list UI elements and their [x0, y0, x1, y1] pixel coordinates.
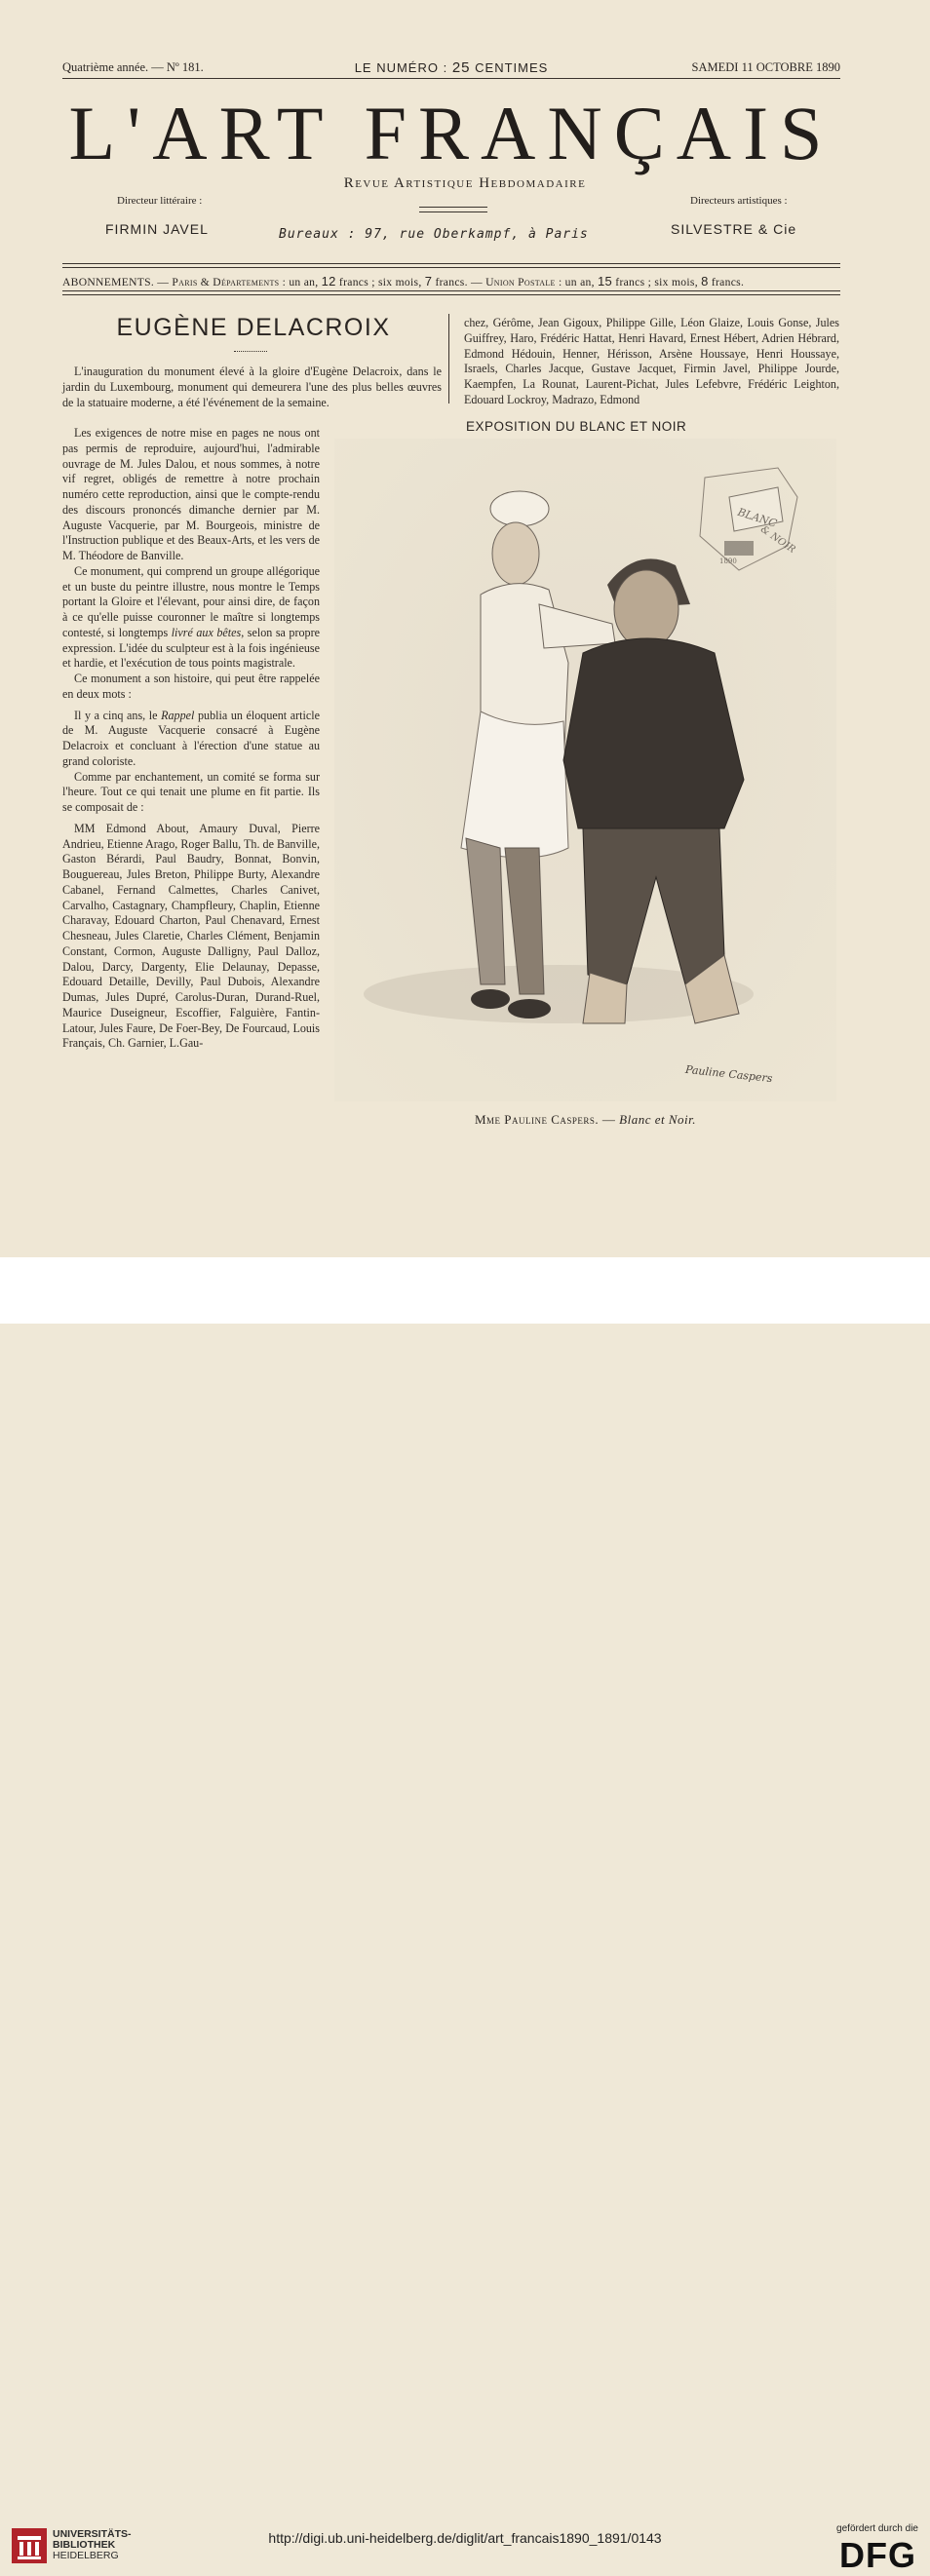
paragraph: L'inauguration du monument élevé à la gloire d'Eugène Delacroix, dans le jardin du Luxembourg, monument qui demeurera l'une des plus belles œuvres de la statuaire moderne, a été l'événement de la semaine.: [62, 365, 442, 409]
paragraph: Ce monument, qui comprend un groupe allégorique et un buste du peintre illustre, nous montre le Temps portant la Gloire et l'élevant, pour ainsi dire, de façon à ce qu'elle puisse couronner le maître si longtemps contesté, si longtemps livré aux bêtes, selon sa propre expression. L'idée du sculpteur est à la fois ingénieuse et hardie, et l'exécution de tous points magistrale.: [62, 563, 320, 671]
paragraph: Il y a cinq ans, le Rappel publia un éloquent article de M. Auguste Vacquerie consacré à Eugène Delacroix et concluant à l'érection d'une statue au grand coloriste.: [62, 708, 320, 768]
title-ornament: [234, 348, 267, 352]
paragraph: Les exigences de notre mise en pages ne nous ont pas permis de reproduire, aujourd'hui, l'admirable ouvrage de M. Jules Dalou, et nous sommes, à notre vif regret, obligés de remettre à notre prochain numéro cette reproduction, ainsi que le compte-rendu des discours prononcés dimanche dernier par M. Auguste Vacquerie, par M. Bourgeois, ministre de l'Instruction publique et des Beaux-Arts, et les vers de M. Théodore de Banville.: [62, 426, 320, 562]
svg-text:BLANC: BLANC: [736, 505, 779, 530]
issue-date: SAMEDI 11 OCTOBRE 1890: [691, 60, 840, 74]
price-suffix: CENTIMES: [475, 60, 549, 75]
svg-text:& NOIR: & NOIR: [758, 523, 797, 556]
dfg-logo: DFG: [839, 2535, 916, 2575]
article-title: EUGÈNE DELACROIX: [116, 314, 391, 341]
library-name: UNIVERSITÄTS- BIBLIOTHEK HEIDELBERG: [53, 2528, 132, 2561]
exposition-heading: EXPOSITION DU BLANC ET NOIR: [466, 419, 687, 434]
issue-header: [62, 60, 840, 76]
literary-director-label: Directeur littéraire :: [117, 195, 203, 207]
office-address: Bureaux : 97, rue Oberkampf, à Paris: [279, 227, 589, 242]
masthead-subtitle: Revue Artistique Hebdomadaire: [343, 175, 587, 191]
masthead-title: L'ART FRANÇAIS: [68, 91, 834, 175]
art-directors-name: SILVESTRE & Cie: [671, 221, 797, 237]
subscription-line: ABONNEMENTS. — Paris & Départements : un an, 12 francs ; six mois, 7 francs. — Union Postale : un an, 15 francs ; six mois, 8 francs.: [62, 274, 745, 288]
masthead-ornament: [419, 207, 487, 212]
svg-text:1890: 1890: [719, 557, 737, 565]
price-value: 25: [451, 59, 471, 76]
article-intro: [62, 365, 442, 410]
illustration-two-boys: [334, 439, 836, 1101]
subscription-rule-2: [62, 294, 840, 295]
paragraph: chez, Gérôme, Jean Gigoux, Philippe Gille, Léon Glaize, Louis Gonse, Jules Guiffrey, Haro, Frédéric Hattat, Henri Havard, Ernest Hébert, Adrien Hébrard, Edmond Hédouin, Henner, Hérisson, Arsène Houssaye, Henri Houssaye, Israels, Charles Jacque, Gustave Jacquet, Firmin Javel, Philippe Jourde, Kaempfen, La Rounat, Laurent-Pichat, Jules Lefebvre, Frédéric Leighton, Edouard Lockroy, Madrazo, Edmond: [464, 316, 839, 406]
issue-number: Quatrième année. — Nº 181.: [62, 60, 204, 74]
price-prefix: LE NUMÉRO :: [354, 60, 448, 75]
engraving-image: [334, 439, 836, 1101]
permalink-url[interactable]: http://digi.ub.uni-heidelberg.de/diglit/art_francais1890_1891/0143: [268, 2530, 662, 2546]
column-divider: [448, 314, 449, 404]
digitization-footer: [0, 1257, 930, 2575]
artist-signature: Pauline Caspers: [684, 1062, 774, 1086]
literary-director-name: FIRMIN JAVEL: [105, 221, 209, 237]
article-column: [62, 426, 320, 1052]
subscription-rule: [62, 290, 840, 291]
art-directors-label: Directeurs artistiques :: [690, 195, 788, 207]
masthead-rule-top-2: [62, 267, 840, 268]
paragraph: Comme par enchantement, un comité se forma sur l'heure. Tout ce qui tenait une plume en fit partie. Ils se composait de :: [62, 769, 320, 814]
masthead-rule-top: [62, 263, 840, 264]
paragraph: Ce monument a son histoire, qui peut être rappelée en deux mots :: [62, 672, 320, 701]
newspaper-page: [0, 0, 930, 1257]
illustration-caption: Mme Pauline Caspers. — Blanc et Noir.: [474, 1112, 697, 1127]
article-continuation: [464, 316, 839, 408]
header-rule: [62, 78, 840, 79]
funded-by-label: gefördert durch die: [836, 2523, 918, 2534]
paragraph: MM Edmond About, Amaury Duval, Pierre Andrieu, Etienne Arago, Roger Ballu, Th. de Banville, Gaston Bérardi, Paul Baudry, Bonnat, Bonvin, Bouguereau, Jules Breton, Philippe Burty, Alexandre Cabanel, Fernand Calmettes, Charles Canivet, Carvalho, Castagnary, Champfleury, Chaplin, Etienne Charavay, Edouard Charton, Paul Chenavard, Ernest Chesneau, Jules Claretie, Charles Clément, Benjamin Constant, Cormon, Auguste Dalligny, Paul Dalloz, Dalou, Darcy, Dargenty, Elie Delaunay, Depasse, Edouard Detaille, Devilly, Paul Dubois, Alexandre Dumas, Jules Dupré, Carolus-Duran, Durand-Ruel, Maurice Duseigneur, Escoffier, Falguière, Fantin-Latour, Jules Faure, De Foer-Bey, De Fourcaud, Louis Français, Ch. Garnier, L.Gau-: [62, 821, 320, 1051]
